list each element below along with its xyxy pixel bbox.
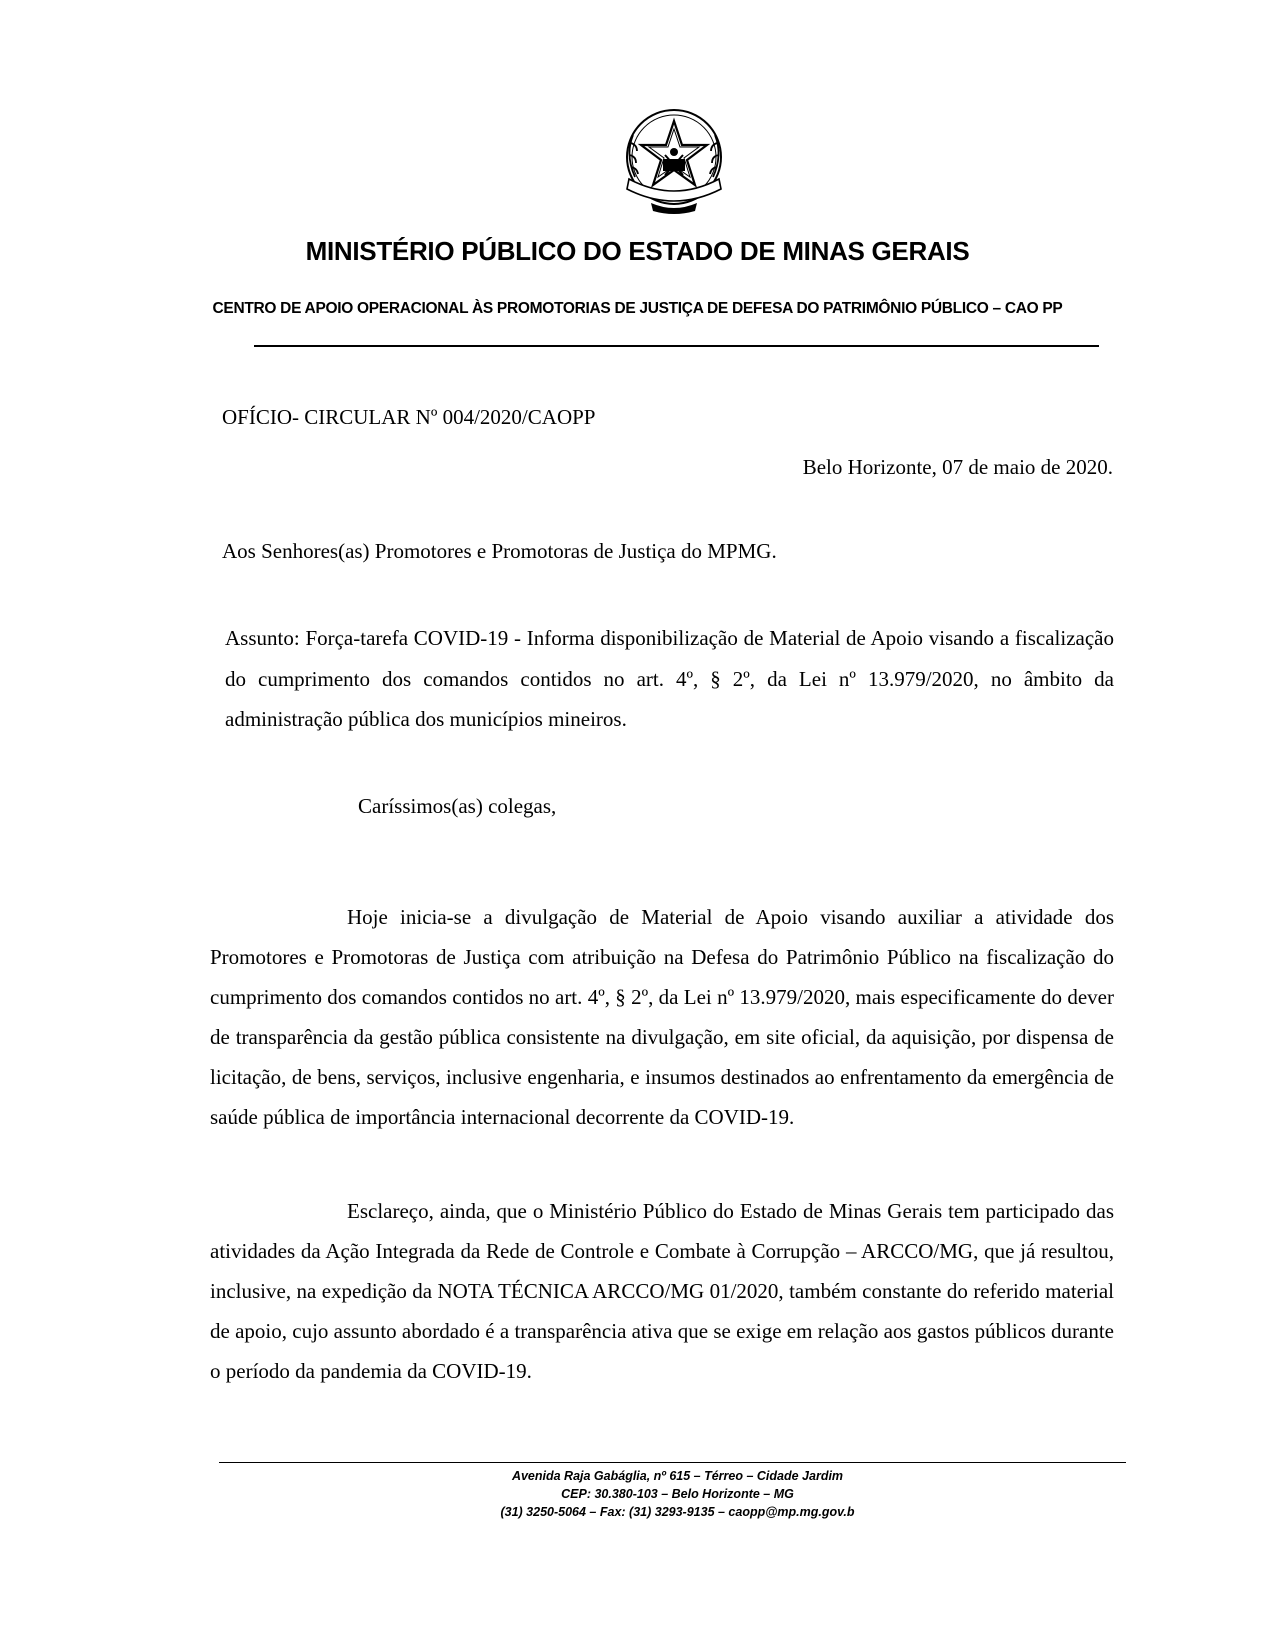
header-divider [254, 345, 1099, 347]
greeting: Caríssimos(as) colegas, [358, 794, 557, 818]
footer-contact: (31) 3250-5064 – Fax: (31) 3293-9135 – caopp@mp.mg.gov.b [500, 1505, 855, 1519]
document-reference: OFÍCIO- CIRCULAR Nº 004/2020/CAOPP [222, 405, 596, 429]
state-coat-of-arms-seal [611, 105, 737, 217]
footer-cep: CEP: 30.380-103 – Belo Horizonte – MG [561, 1487, 794, 1501]
body-paragraph: Hoje inicia-se a divulgação de Material de Apoio visando auxiliar a atividade dos Promotores e Promotoras de Justiça com atribuição na Defesa do Patrimônio Público na fiscalização do cumprimento dos comandos contidos no art. 4º, § 2º, da Lei nº 13.979/2020, mais especificamente do dever de transparência da gestão pública consistente na divulgação, em site oficial, da aquisição, por dispensa de licitação, de bens, serviços, inclusive engenharia, e insumos destinados ao enfrentamento da emergência de saúde pública de importância internacional decorrente da COVID-19. [210, 905, 1114, 1129]
place-and-date: Belo Horizonte, 07 de maio de 2020. [802, 455, 1113, 479]
subject-paragraph: Assunto: Força-tarefa COVID-19 - Informa disponibilização de Material de Apoio visando a fiscalização do cumprimento dos comandos contidos no art. 4º, § 2º, da Lei nº 13.979/2020, no âmbito da administração pública dos municípios mineiros. [225, 626, 1114, 731]
recipient-line: Aos Senhores(as) Promotores e Promotoras de Justiça do MPMG. [222, 539, 777, 563]
department-subtitle: CENTRO DE APOIO OPERACIONAL ÀS PROMOTORIAS DE JUSTIÇA DE DEFESA DO PATRIMÔNIO PÚBLICO – CAO PP [212, 300, 1063, 317]
footer-address: Avenida Raja Gabáglia, nº 615 – Térreo – Cidade Jardim [511, 1469, 844, 1483]
institution-title: MINISTÉRIO PÚBLICO DO ESTADO DE MINAS GERAIS [305, 236, 970, 266]
footer [0, 1467, 1275, 1521]
body-paragraph: Esclareço, ainda, que o Ministério Público do Estado de Minas Gerais tem participado das atividades da Ação Integrada da Rede de Controle e Combate à Corrupção – ARCCO/MG, que já resultou, inclusive, na expedição da NOTA TÉCNICA ARCCO/MG 01/2020, também constante do referido material de apoio, cujo assunto abordado é a transparência ativa que se exige em relação aos gastos públicos durante o período da pandemia da COVID-19. [210, 1199, 1114, 1383]
footer-divider [219, 1462, 1126, 1463]
